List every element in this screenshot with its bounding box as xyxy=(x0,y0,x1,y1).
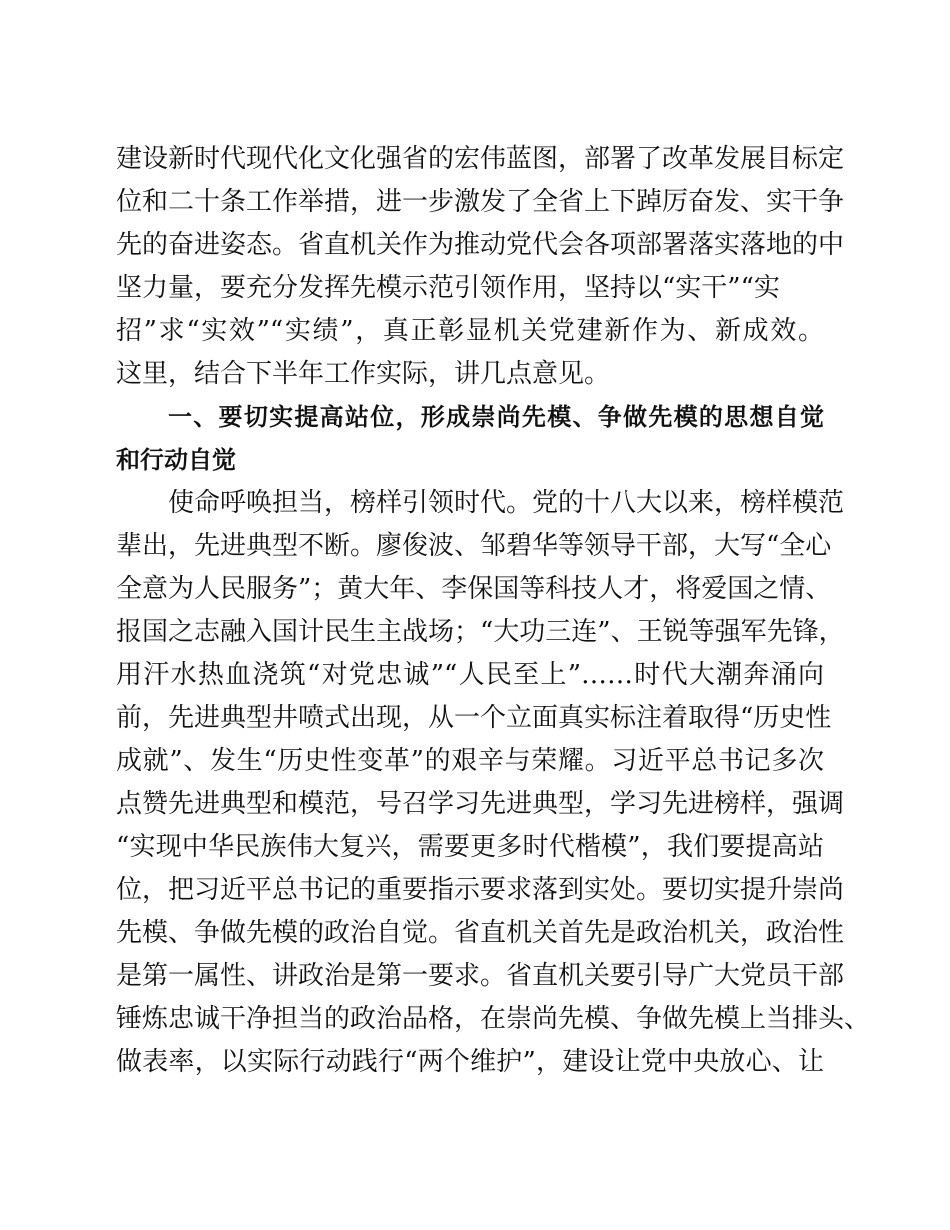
paragraph-line xyxy=(0,612,950,652)
paragraph-line xyxy=(0,268,950,308)
line-text: 用汗水热血浇筑“对党忠诚”“人民至上”……时代大潮奔涌向 xyxy=(116,660,824,690)
line-text: 使命呼唤担当，榜样引领时代。党的十八大以来，榜样模范 xyxy=(168,488,845,518)
paragraph-line xyxy=(0,870,950,910)
section-heading xyxy=(0,440,950,480)
line-text: 前，先进典型井喷式出现，从一个立面真实标注着取得“历史性 xyxy=(116,703,832,733)
line-text: “实现中华民族伟大复兴，需要更多时代楷模”，我们要提高站 xyxy=(116,832,824,862)
line-text: 报国之志融入国计民生主战场；“大功三连”、王锐等强军先锋， xyxy=(116,617,845,647)
heading-text: 和行动自觉 xyxy=(116,446,236,474)
paragraph-line xyxy=(0,139,950,179)
line-text: 建设新时代现代化文化强省的宏伟蓝图，部署了改革发展目标定 xyxy=(116,144,845,174)
line-text: 全意为人民服务”；黄大年、李保国等科技人才，将爱国之情、 xyxy=(116,574,832,604)
line-text: 锤炼忠诚干净担当的政治品格，在崇尚先模、争做先模上当排头、 xyxy=(116,1004,871,1034)
line-text: 位和二十条工作举措，进一步激发了全省上下踔厉奋发、实干争 xyxy=(116,187,845,217)
paragraph-line xyxy=(0,526,950,566)
line-text: 位，把习近平总书记的重要指示要求落到实处。要切实提升崇尚 xyxy=(116,875,845,905)
paragraph-line xyxy=(0,354,950,394)
paragraph-line xyxy=(0,569,950,609)
line-text: 成就”、发生“历史性变革”的艰辛与荣耀。习近平总书记多次 xyxy=(116,746,824,776)
paragraph-line xyxy=(0,311,950,351)
line-text: 是第一属性、讲政治是第一要求。省直机关要引导广大党员干部 xyxy=(116,961,845,991)
paragraph-line xyxy=(0,784,950,824)
line-text: 这里，结合下半年工作实际，讲几点意见。 xyxy=(116,359,611,389)
line-text: 辈出，先进典型不断。廖俊波、邹碧华等领导干部，大写“全心 xyxy=(116,531,832,561)
paragraph-line xyxy=(0,655,950,695)
section-heading xyxy=(0,397,950,437)
line-text: 招”求“实效”“实绩”，真正彰显机关党建新作为、新成效。 xyxy=(116,316,824,346)
paragraph-line xyxy=(0,913,950,953)
line-text: 坚力量，要充分发挥先模示范引领作用，坚持以“实干”“实 xyxy=(116,273,780,303)
paragraph-line xyxy=(0,999,950,1039)
line-text: 点赞先进典型和模范，号召学习先进典型，学习先进榜样，强调 xyxy=(116,789,845,819)
heading-text: 一、要切实提高站位，形成崇尚先模、争做先模的思想自觉 xyxy=(168,403,824,431)
paragraph-line xyxy=(0,182,950,222)
paragraph-line xyxy=(0,827,950,867)
line-text: 先的奋进姿态。省直机关作为推动党代会各项部署落实落地的中 xyxy=(116,230,845,260)
paragraph-line xyxy=(0,225,950,265)
paragraph-line xyxy=(0,741,950,781)
paragraph-line xyxy=(0,698,950,738)
paragraph-line xyxy=(0,956,950,996)
line-text: 做表率，以实际行动践行“两个维护”，建设让党中央放心、让 xyxy=(116,1047,824,1077)
paragraph-line xyxy=(0,1042,950,1082)
line-text: 先模、争做先模的政治自觉。省直机关首先是政治机关，政治性 xyxy=(116,918,845,948)
paragraph-line xyxy=(0,483,950,523)
